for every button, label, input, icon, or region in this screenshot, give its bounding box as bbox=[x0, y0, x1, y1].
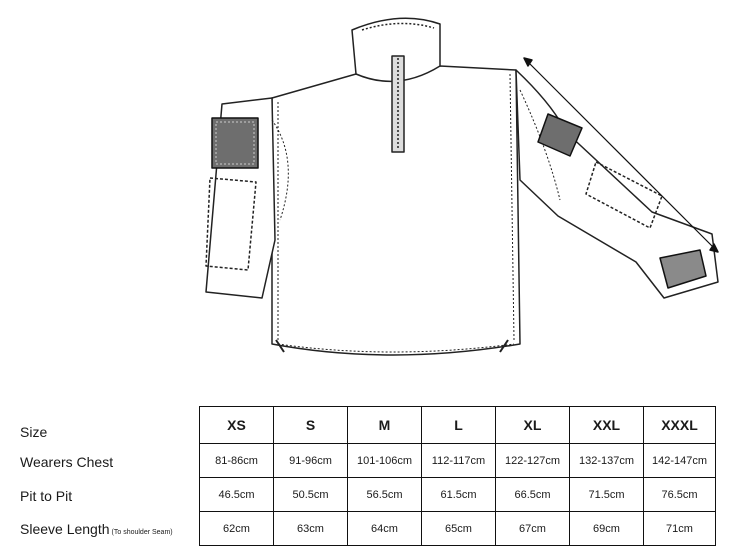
chest-cell: 101-106cm bbox=[348, 444, 422, 478]
pit-cell: 71.5cm bbox=[570, 478, 644, 512]
chest-cell: 132-137cm bbox=[570, 444, 644, 478]
row-label-pit: Pit to Pit bbox=[20, 488, 73, 504]
sleeve-cell: 64cm bbox=[348, 512, 422, 546]
size-cell: XL bbox=[496, 407, 570, 444]
size-chart-table bbox=[199, 406, 716, 546]
chest-cell: 91-96cm bbox=[274, 444, 348, 478]
chest-cell: 122-127cm bbox=[496, 444, 570, 478]
left-sleeve-patch bbox=[212, 118, 258, 168]
size-cell: L bbox=[422, 407, 496, 444]
sleeve-cell: 71cm bbox=[644, 512, 716, 546]
size-cell: S bbox=[274, 407, 348, 444]
sleeve-cell: 65cm bbox=[422, 512, 496, 546]
shirt-technical-drawing bbox=[190, 8, 730, 368]
chest-row bbox=[200, 444, 716, 478]
sleeve-length-row bbox=[200, 512, 716, 546]
pit-cell: 66.5cm bbox=[496, 478, 570, 512]
pit-cell: 46.5cm bbox=[200, 478, 274, 512]
pit-to-pit-row bbox=[200, 478, 716, 512]
size-header-row bbox=[200, 407, 716, 444]
sleeve-cell: 63cm bbox=[274, 512, 348, 546]
chest-cell: 142-147cm bbox=[644, 444, 716, 478]
row-label-chest: Wearers Chest bbox=[20, 454, 114, 470]
pit-cell: 50.5cm bbox=[274, 478, 348, 512]
sleeve-cell: 69cm bbox=[570, 512, 644, 546]
chest-cell: 81-86cm bbox=[200, 444, 274, 478]
size-cell: XXL bbox=[570, 407, 644, 444]
size-cell: M bbox=[348, 407, 422, 444]
size-cell: XXXL bbox=[644, 407, 716, 444]
pit-cell: 61.5cm bbox=[422, 478, 496, 512]
pit-cell: 56.5cm bbox=[348, 478, 422, 512]
sleeve-cell: 67cm bbox=[496, 512, 570, 546]
row-label-sleeve bbox=[20, 521, 173, 537]
row-label-sleeve-note: (To shoulder Seam) bbox=[111, 529, 173, 536]
chest-cell: 112-117cm bbox=[422, 444, 496, 478]
row-label-size: Size bbox=[20, 424, 48, 440]
size-cell: XS bbox=[200, 407, 274, 444]
sleeve-cell: 62cm bbox=[200, 512, 274, 546]
pit-cell: 76.5cm bbox=[644, 478, 716, 512]
row-label-sleeve-text: Sleeve Length bbox=[20, 521, 110, 537]
